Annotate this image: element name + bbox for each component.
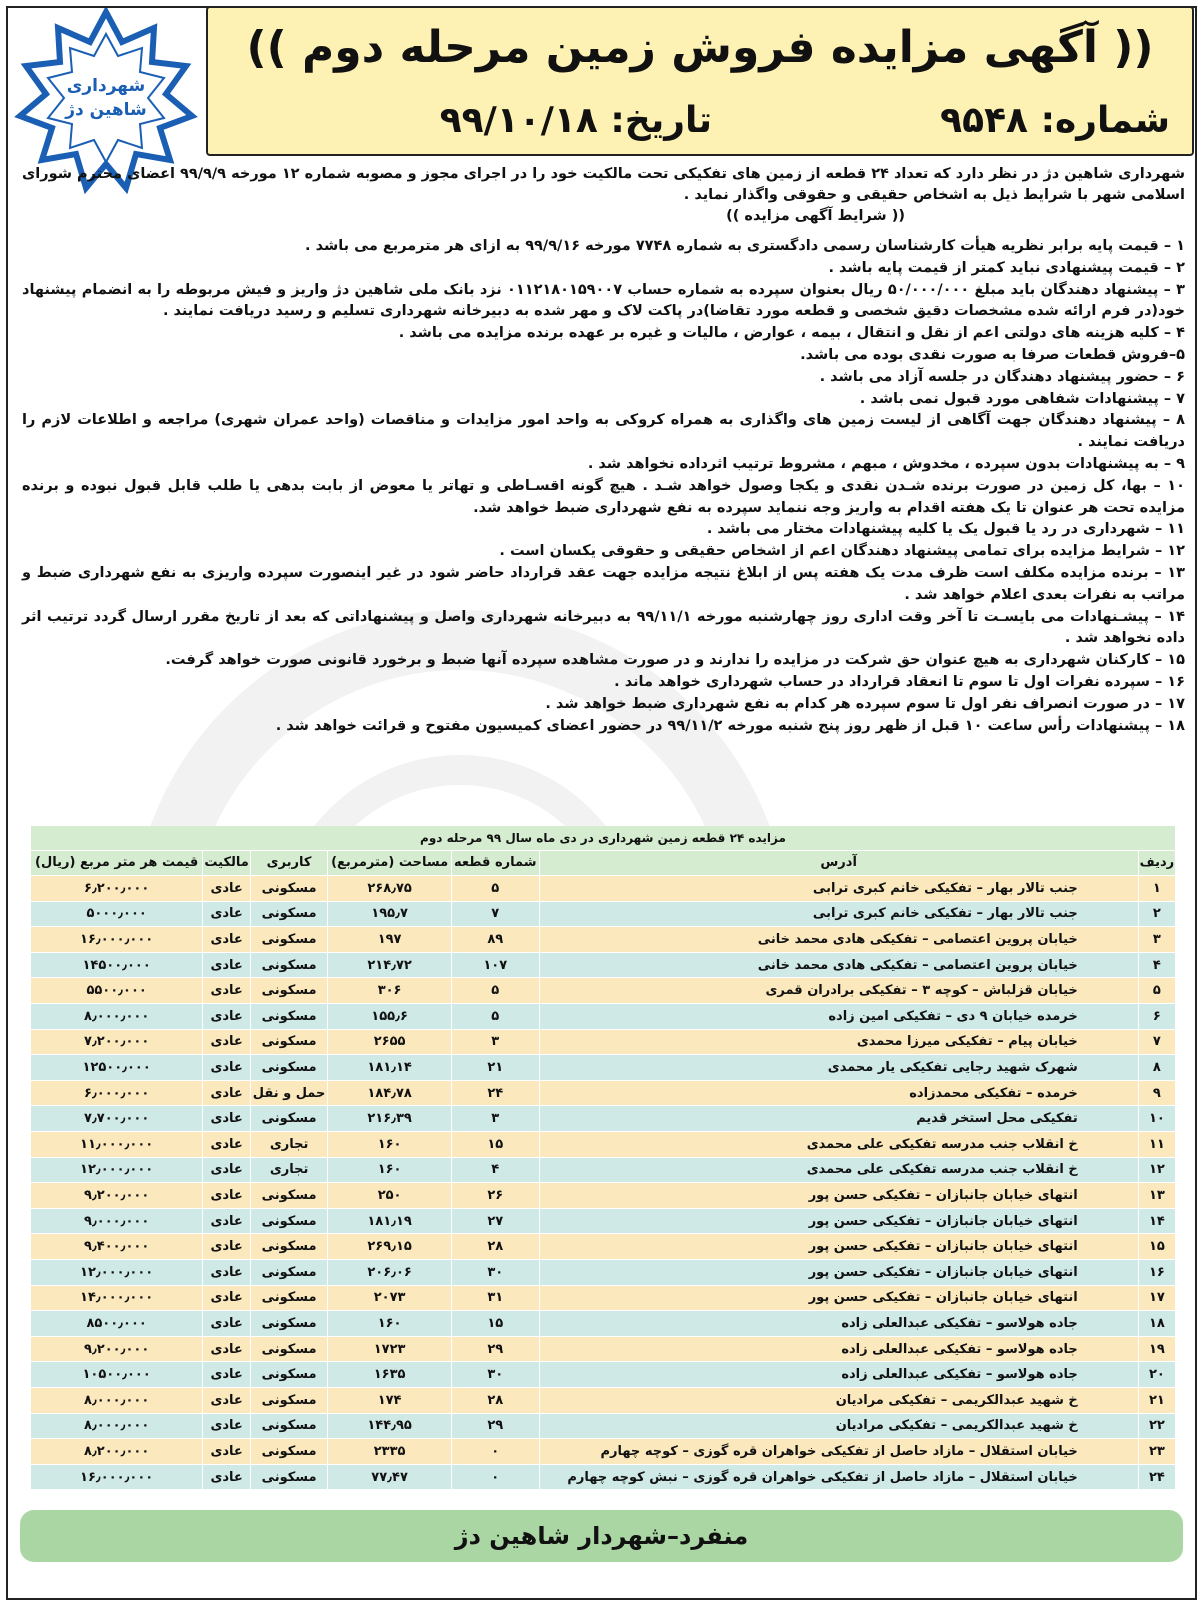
cell-row-number: ۲۲ xyxy=(1138,1413,1175,1439)
table-row xyxy=(31,1132,1176,1158)
cell-ownership: عادی xyxy=(203,1132,251,1158)
cell-parcel-number: ۱۵ xyxy=(452,1132,540,1158)
cell-ownership: عادی xyxy=(203,978,251,1004)
table-caption: مزایده ۲۴ قطعه زمین شهرداری در دی ماه سال ۹۹ مرحله دوم xyxy=(31,826,1176,850)
cell-price-per-sqm: ۷٫۲۰۰٫۰۰۰ xyxy=(31,1029,203,1055)
col-header-ownership: مالکیت xyxy=(203,850,251,876)
cell-area: ۲۵۰ xyxy=(328,1183,452,1209)
cell-address: جنب تالار بهار – تفکیکی خانم کبری ترابی xyxy=(539,876,1138,902)
cell-address: خیابان استقلال – مازاد حاصل از تفکیکی خواهران قره گوزی – کوچه چهارم xyxy=(539,1439,1138,1465)
cell-land-use: مسکونی xyxy=(250,1285,327,1311)
cell-ownership: عادی xyxy=(203,1413,251,1439)
cell-address: خ انقلاب جنب مدرسه تفکیکی علی محمدی xyxy=(539,1157,1138,1183)
col-header-address: آدرس xyxy=(539,850,1138,876)
table-row xyxy=(31,901,1176,927)
table-row xyxy=(31,1439,1176,1465)
cell-land-use: مسکونی xyxy=(250,1260,327,1286)
cell-land-use: مسکونی xyxy=(250,1055,327,1081)
cell-land-use: مسکونی xyxy=(250,1439,327,1465)
cell-price-per-sqm: ۵۵۰۰٫۰۰۰ xyxy=(31,978,203,1004)
table-row xyxy=(31,1080,1176,1106)
cell-row-number: ۲۴ xyxy=(1138,1464,1175,1490)
cell-ownership: عادی xyxy=(203,1311,251,1337)
logo-line-1: شهرداری xyxy=(66,76,146,96)
cell-land-use: مسکونی xyxy=(250,1362,327,1388)
table-row xyxy=(31,876,1176,902)
cell-parcel-number: ۳ xyxy=(452,1029,540,1055)
cell-ownership: عادی xyxy=(203,1055,251,1081)
cell-price-per-sqm: ۱۱٫۰۰۰٫۰۰۰ xyxy=(31,1132,203,1158)
cell-address: تفکیکی محل استخر قدیم xyxy=(539,1106,1138,1132)
cell-address: خیابان پروین اعتصامی – تفکیکی هادی محمد خانی xyxy=(539,952,1138,978)
logo-line-2: شاهین دژ xyxy=(65,100,147,120)
cell-parcel-number: ۵ xyxy=(452,876,540,902)
cell-row-number: ۱۴ xyxy=(1138,1208,1175,1234)
cell-land-use: مسکونی xyxy=(250,1336,327,1362)
cell-row-number: ۱۸ xyxy=(1138,1311,1175,1337)
table-row xyxy=(31,1285,1176,1311)
table-row xyxy=(31,952,1176,978)
cell-address: خیابان پروین اعتصامی – تفکیکی هادی محمد خانی xyxy=(539,927,1138,953)
cell-address: خ شهید عبدالکریمی – تفکیکی مرادیان xyxy=(539,1413,1138,1439)
cell-land-use: مسکونی xyxy=(250,1029,327,1055)
cell-area: ۱۷۲۳ xyxy=(328,1336,452,1362)
cell-address: خرمده – تفکیکی محمدزاده xyxy=(539,1080,1138,1106)
cell-price-per-sqm: ۱۴۵۰۰٫۰۰۰ xyxy=(31,952,203,978)
cell-parcel-number: ۳۰ xyxy=(452,1362,540,1388)
condition-item: ۹ – به پیشنهادات بدون سپرده ، مخدوش ، مبهم ، مشروط ترتیب اثرداده نخواهد شد . xyxy=(587,455,1185,472)
cell-area: ۱۸۱٫۱۹ xyxy=(328,1208,452,1234)
cell-address: خیابان قزلباش – کوچه ۳ – تفکیکی برادران قمری xyxy=(539,978,1138,1004)
condition-item: ۱۷ – در صورت انصراف نفر اول تا سوم سپرده هر کدام به نفع شهرداری ضبط خواهد شد . xyxy=(545,695,1185,712)
cell-address: خیابان استقلال – مازاد حاصل از تفکیکی خواهران قره گوزی – نبش کوچه چهارم xyxy=(539,1464,1138,1490)
cell-price-per-sqm: ۱۶٫۰۰۰٫۰۰۰ xyxy=(31,1464,203,1490)
cell-price-per-sqm: ۷٫۷۰۰٫۰۰۰ xyxy=(31,1106,203,1132)
condition-item: ۸ – پیشنهاد دهندگان جهت آگاهی از لیست زمین های واگذاری به همراه کروکی به واحد امور مزایدات و مناقصات (واحد عمران شهری) مراجعه و اطلاعات لازم را دریافت نمایند . xyxy=(22,412,1185,451)
logo-text xyxy=(64,74,148,122)
cell-price-per-sqm: ۱۲٫۰۰۰٫۰۰۰ xyxy=(31,1157,203,1183)
cell-parcel-number: ۰ xyxy=(452,1439,540,1465)
cell-area: ۲۰۷۳ xyxy=(328,1285,452,1311)
cell-row-number: ۵ xyxy=(1138,978,1175,1004)
condition-item: ۲ – قیمت پیشنهادی نباید کمتر از قیمت پایه باشد . xyxy=(828,259,1185,276)
cell-ownership: عادی xyxy=(203,1157,251,1183)
cell-land-use: مسکونی xyxy=(250,978,327,1004)
cell-ownership: عادی xyxy=(203,1387,251,1413)
cell-row-number: ۲۱ xyxy=(1138,1387,1175,1413)
cell-row-number: ۱ xyxy=(1138,876,1175,902)
cell-ownership: عادی xyxy=(203,1004,251,1030)
cell-parcel-number: ۲۸ xyxy=(452,1234,540,1260)
col-header-row-number: ردیف xyxy=(1138,850,1175,876)
cell-parcel-number: ۱۰۷ xyxy=(452,952,540,978)
cell-ownership: عادی xyxy=(203,1234,251,1260)
cell-row-number: ۱۲ xyxy=(1138,1157,1175,1183)
table-row xyxy=(31,1311,1176,1337)
table-row xyxy=(31,1157,1176,1183)
cell-land-use: مسکونی xyxy=(250,1311,327,1337)
cell-price-per-sqm: ۵۰۰۰٫۰۰۰ xyxy=(31,901,203,927)
cell-parcel-number: ۳۱ xyxy=(452,1285,540,1311)
cell-area: ۲۶۵۵ xyxy=(328,1029,452,1055)
cell-land-use: مسکونی xyxy=(250,927,327,953)
cell-address: انتهای خیابان جانبازان – تفکیکی حسن پور xyxy=(539,1183,1138,1209)
condition-item: ۴ – کلیه هزینه های دولتی اعم از نقل و انتقال ، بیمه ، عوارض ، مالیات و غیره بر عهده برنده مزایده می باشد . xyxy=(398,325,1185,342)
cell-address: جنب تالار بهار – تفکیکی خانم کبری ترابی xyxy=(539,901,1138,927)
cell-row-number: ۱۱ xyxy=(1138,1132,1175,1158)
cell-area: ۲۱۶٫۳۹ xyxy=(328,1106,452,1132)
cell-row-number: ۲۰ xyxy=(1138,1362,1175,1388)
cell-land-use: حمل و نقل xyxy=(250,1080,327,1106)
cell-parcel-number: ۲۹ xyxy=(452,1336,540,1362)
cell-row-number: ۷ xyxy=(1138,1029,1175,1055)
table-row xyxy=(31,1413,1176,1439)
cell-row-number: ۱۷ xyxy=(1138,1285,1175,1311)
cell-parcel-number: ۲۴ xyxy=(452,1080,540,1106)
cell-price-per-sqm: ۸٫۲۰۰٫۰۰۰ xyxy=(31,1439,203,1465)
cell-land-use: مسکونی xyxy=(250,1387,327,1413)
cell-row-number: ۴ xyxy=(1138,952,1175,978)
cell-parcel-number: ۱۵ xyxy=(452,1311,540,1337)
cell-ownership: عادی xyxy=(203,901,251,927)
cell-price-per-sqm: ۶٫۰۰۰٫۰۰۰ xyxy=(31,1080,203,1106)
col-header-parcel-number: شماره قطعه xyxy=(452,850,540,876)
cell-row-number: ۱۳ xyxy=(1138,1183,1175,1209)
condition-item: ۱۶ – سپرده نفرات اول تا سوم تا انعقاد قرارداد در حساب شهرداری خواهد ماند . xyxy=(614,673,1185,690)
condition-item: ۱۴ – پیشـنهادات می بایسـت تا آخر وقت اداری روز چهارشنبه مورخه ۹۹/۱۱/۱ به دبیرخانه شهرداری واصل و پیشنهاداتی که بعد از تاریخ مقرر ارسال گردد ترتیب اثر داده نخواهد شد . xyxy=(22,608,1186,647)
cell-parcel-number: ۴ xyxy=(452,1157,540,1183)
intro-section xyxy=(22,164,1185,226)
table-row xyxy=(31,1234,1176,1260)
cell-address: جاده هولاسو – تفکیکی عبدالعلی زاده xyxy=(539,1311,1138,1337)
conditions-title: (( شرایط آگهی مزایده )) xyxy=(726,208,905,224)
cell-parcel-number: ۲۹ xyxy=(452,1413,540,1439)
cell-row-number: ۱۰ xyxy=(1138,1106,1175,1132)
cell-address: انتهای خیابان جانبازان – تفکیکی حسن پور xyxy=(539,1234,1138,1260)
condition-item: ۱ – قیمت پایه برابر نظریه هیأت کارشناسان رسمی دادگستری به شماره ۷۷۴۸ مورخه ۹۹/۹/۱۶ به ازای هر مترمربع می باشد . xyxy=(305,238,1185,254)
cell-row-number: ۲ xyxy=(1138,901,1175,927)
col-header-area: مساحت (مترمربع) xyxy=(328,850,452,876)
condition-item: ۱۵ – کارکنان شهرداری به هیچ عنوان حق شرکت در مزایده را ندارند و در صورت مشاهده سپرده آنها ضبط و برخورد قانونی صورت خواهد گرفت. xyxy=(165,652,1185,669)
cell-address: خرمده خیابان ۹ دی – تفکیکی امین زاده xyxy=(539,1004,1138,1030)
cell-area: ۱۵۵٫۶ xyxy=(328,1004,452,1030)
cell-area: ۲۶۸٫۷۵ xyxy=(328,876,452,902)
cell-ownership: عادی xyxy=(203,876,251,902)
cell-address: جاده هولاسو – تفکیکی عبدالعلی زاده xyxy=(539,1336,1138,1362)
cell-land-use: مسکونی xyxy=(250,1004,327,1030)
header-banner xyxy=(206,6,1194,156)
cell-land-use: مسکونی xyxy=(250,1183,327,1209)
cell-ownership: عادی xyxy=(203,1080,251,1106)
cell-price-per-sqm: ۸٫۰۰۰٫۰۰۰ xyxy=(31,1004,203,1030)
cell-land-use: تجاری xyxy=(250,1157,327,1183)
cell-address: خیابان پیام – تفکیکی میرزا محمدی xyxy=(539,1029,1138,1055)
cell-price-per-sqm: ۱۶٫۰۰۰٫۰۰۰ xyxy=(31,927,203,953)
cell-area: ۷۷٫۴۷ xyxy=(328,1464,452,1490)
cell-area: ۱۴۴٫۹۵ xyxy=(328,1413,452,1439)
cell-ownership: عادی xyxy=(203,1029,251,1055)
cell-land-use: مسکونی xyxy=(250,952,327,978)
cell-address: جاده هولاسو – تفکیکی عبدالعلی زاده xyxy=(539,1362,1138,1388)
table-row xyxy=(31,1362,1176,1388)
cell-land-use: مسکونی xyxy=(250,1464,327,1490)
cell-price-per-sqm: ۹٫۰۰۰٫۰۰۰ xyxy=(31,1208,203,1234)
cell-price-per-sqm: ۸٫۰۰۰٫۰۰۰ xyxy=(31,1387,203,1413)
cell-price-per-sqm: ۱۰۵۰۰٫۰۰۰ xyxy=(31,1362,203,1388)
cell-land-use: مسکونی xyxy=(250,1106,327,1132)
condition-item: ۳ – پیشنهاد دهندگان باید مبلغ ۵۰/۰۰۰/۰۰۰ ریال بعنوان سپرده به شماره حساب ۰۱۱۲۱۸۰۱۵۹۰۰۷ نزد بانک ملی شاهین دژ واریز و فیش مربوطه را به انضمام پیشنهاد خود(در فرم ارائه شده مشخصات دقیق شخصی و قطعه مورد تقاضا)در پاکت لاک و مهر شده به دبیرخانه شهرداری تسلیم و رسید دریافت نمایند . xyxy=(22,281,1185,320)
table-row xyxy=(31,1029,1176,1055)
footer-signature: منفرد–شهردار شاهین دژ xyxy=(20,1510,1183,1562)
cell-land-use: مسکونی xyxy=(250,1234,327,1260)
cell-parcel-number: ۵ xyxy=(452,1004,540,1030)
col-header-price-per-sqm: قیمت هر متر مربع (ریال) xyxy=(31,850,203,876)
cell-price-per-sqm: ۹٫۲۰۰٫۰۰۰ xyxy=(31,1336,203,1362)
table-row xyxy=(31,978,1176,1004)
cell-parcel-number: ۸۹ xyxy=(452,927,540,953)
cell-area: ۱۷۴ xyxy=(328,1387,452,1413)
cell-land-use: مسکونی xyxy=(250,1413,327,1439)
cell-ownership: عادی xyxy=(203,1285,251,1311)
cell-area: ۱۶۰ xyxy=(328,1311,452,1337)
table-row xyxy=(31,1004,1176,1030)
condition-item: ۱۳ – برنده مزایده مکلف است ظرف مدت یک هفته پس از ابلاغ نتیجه مزایده جهت عقد قرارداد حاضر شود در غیر اینصورت سپرده واریزی به نفع شهرداری ضبط و مراتب به نفرات بعدی اعلام خواهد شد . xyxy=(22,564,1185,603)
cell-parcel-number: ۲۸ xyxy=(452,1387,540,1413)
table-row xyxy=(31,1106,1176,1132)
cell-area: ۱۶۰ xyxy=(328,1132,452,1158)
notice-number: شماره: ۹۵۴۸ xyxy=(940,100,1170,141)
cell-ownership: عادی xyxy=(203,1208,251,1234)
cell-address: شهرک شهید رجایی تفکیکی یار محمدی xyxy=(539,1055,1138,1081)
cell-row-number: ۱۶ xyxy=(1138,1260,1175,1286)
parcels-table-wrap xyxy=(30,826,1175,1490)
col-header-land-use: کاربری xyxy=(250,850,327,876)
cell-area: ۱۶۳۵ xyxy=(328,1362,452,1388)
cell-parcel-number: ۲۶ xyxy=(452,1183,540,1209)
cell-row-number: ۱۹ xyxy=(1138,1336,1175,1362)
cell-price-per-sqm: ۹٫۴۰۰٫۰۰۰ xyxy=(31,1234,203,1260)
cell-address: انتهای خیابان جانبازان – تفکیکی حسن پور xyxy=(539,1208,1138,1234)
table-row xyxy=(31,1464,1176,1490)
cell-row-number: ۶ xyxy=(1138,1004,1175,1030)
intro-text: شهرداری شاهین دژ در نظر دارد که تعداد ۲۴ قطعه از زمین های تفکیکی تحت مالکیت خود را در اجرای مجوز و مصوبه شماره ۱۲ مورخه ۹۹/۹/۹ اعضای محترم شورای اسلامی شهر با شرایط ذیل به اشخاص حقیقی و حقوقی واگذار نماید . xyxy=(22,166,1185,203)
cell-row-number: ۳ xyxy=(1138,927,1175,953)
table-row xyxy=(31,927,1176,953)
cell-area: ۱۹۷ xyxy=(328,927,452,953)
cell-ownership: عادی xyxy=(203,1260,251,1286)
cell-parcel-number: ۰ xyxy=(452,1464,540,1490)
condition-item: ۵–فروش قطعات صرفا به صورت نقدی بوده می باشد. xyxy=(800,346,1185,363)
condition-item: ۱۲ – شرایط مزایده برای تمامی پیشنهاد دهندگان اعم از اشخاص حقیقی و حقوقی یکسان است . xyxy=(499,543,1185,560)
table-row xyxy=(31,1055,1176,1081)
cell-ownership: عادی xyxy=(203,1183,251,1209)
cell-price-per-sqm: ۱۲٫۰۰۰٫۰۰۰ xyxy=(31,1260,203,1286)
table-row xyxy=(31,1208,1176,1234)
cell-ownership: عادی xyxy=(203,952,251,978)
table-row xyxy=(31,1260,1176,1286)
cell-area: ۲۳۳۵ xyxy=(328,1439,452,1465)
cell-area: ۱۸۱٫۱۴ xyxy=(328,1055,452,1081)
cell-parcel-number: ۷ xyxy=(452,901,540,927)
cell-row-number: ۲۳ xyxy=(1138,1439,1175,1465)
conditions-list xyxy=(22,236,1185,737)
cell-parcel-number: ۵ xyxy=(452,978,540,1004)
condition-item: ۶ – حضور پیشنهاد دهندگان در جلسه آزاد می باشد . xyxy=(819,368,1185,385)
cell-price-per-sqm: ۶٫۲۰۰٫۰۰۰ xyxy=(31,876,203,902)
cell-address: انتهای خیابان جانبازان – تفکیکی حسن پور xyxy=(539,1260,1138,1286)
cell-price-per-sqm: ۹٫۲۰۰٫۰۰۰ xyxy=(31,1183,203,1209)
cell-price-per-sqm: ۱۴٫۰۰۰٫۰۰۰ xyxy=(31,1285,203,1311)
cell-land-use: مسکونی xyxy=(250,876,327,902)
cell-ownership: عادی xyxy=(203,1106,251,1132)
cell-ownership: عادی xyxy=(203,1439,251,1465)
cell-price-per-sqm: ۱۲۵۰۰٫۰۰۰ xyxy=(31,1055,203,1081)
condition-item: ۱۸ – پیشنهادات رأس ساعت ۱۰ قبل از ظهر روز پنج شنبه مورخه ۹۹/۱۱/۲ در حضور اعضای کمیسیون مفتوح و قرائت خواهد شد . xyxy=(275,717,1185,734)
cell-land-use: مسکونی xyxy=(250,1208,327,1234)
cell-parcel-number: ۲۷ xyxy=(452,1208,540,1234)
table-row xyxy=(31,1336,1176,1362)
cell-area: ۱۸۴٫۷۸ xyxy=(328,1080,452,1106)
cell-row-number: ۸ xyxy=(1138,1055,1175,1081)
cell-address: انتهای خیابان جانبازان – تفکیکی حسن پور xyxy=(539,1285,1138,1311)
cell-area: ۳۰۶ xyxy=(328,978,452,1004)
table-row xyxy=(31,1183,1176,1209)
condition-item: ۱۰ – بها، کل زمین در صورت برنده شـدن نقدی و یکجا وصول خواهد شـد . هیچ گونه اقسـاطی و تهاتر یا معوض از بابت بدهی یا طلب قابل قبول نبوده و برنده مزایده تحت هر عنوان تا یک هفته اقدام به واریز وجه ننماید سپرده به نفع شهرداری ضبط خواهد شد. xyxy=(22,477,1185,516)
cell-area: ۱۶۰ xyxy=(328,1157,452,1183)
cell-parcel-number: ۳ xyxy=(452,1106,540,1132)
cell-area: ۲۰۶٫۰۶ xyxy=(328,1260,452,1286)
table-row xyxy=(31,1387,1176,1413)
cell-ownership: عادی xyxy=(203,1336,251,1362)
cell-ownership: عادی xyxy=(203,927,251,953)
cell-land-use: مسکونی xyxy=(250,901,327,927)
cell-land-use: تجاری xyxy=(250,1132,327,1158)
cell-address: خ انقلاب جنب مدرسه تفکیکی علی محمدی xyxy=(539,1132,1138,1158)
cell-price-per-sqm: ۸۵۰۰٫۰۰۰ xyxy=(31,1311,203,1337)
cell-address: خ شهید عبدالکریمی – تفکیکی مرادیان xyxy=(539,1387,1138,1413)
parcels-table xyxy=(30,826,1175,1490)
notice-date: تاریخ: ۹۹/۱۰/۱۸ xyxy=(439,100,712,141)
cell-area: ۲۶۹٫۱۵ xyxy=(328,1234,452,1260)
cell-row-number: ۱۵ xyxy=(1138,1234,1175,1260)
condition-item: ۱۱ – شهرداری در رد یا قبول یک یا کلیه پیشنهادات مختار می باشد . xyxy=(706,521,1185,538)
cell-ownership: عادی xyxy=(203,1464,251,1490)
cell-area: ۱۹۵٫۷ xyxy=(328,901,452,927)
cell-area: ۲۱۴٫۷۲ xyxy=(328,952,452,978)
cell-parcel-number: ۳۰ xyxy=(452,1260,540,1286)
cell-price-per-sqm: ۸٫۰۰۰٫۰۰۰ xyxy=(31,1413,203,1439)
cell-parcel-number: ۲۱ xyxy=(452,1055,540,1081)
cell-ownership: عادی xyxy=(203,1362,251,1388)
condition-item: ۷ – پیشنهادات شفاهی مورد قبول نمی باشد . xyxy=(859,390,1185,407)
cell-row-number: ۹ xyxy=(1138,1080,1175,1106)
page-title: (( آگهی مزایده فروش زمین مرحله دوم )) xyxy=(246,22,1154,73)
